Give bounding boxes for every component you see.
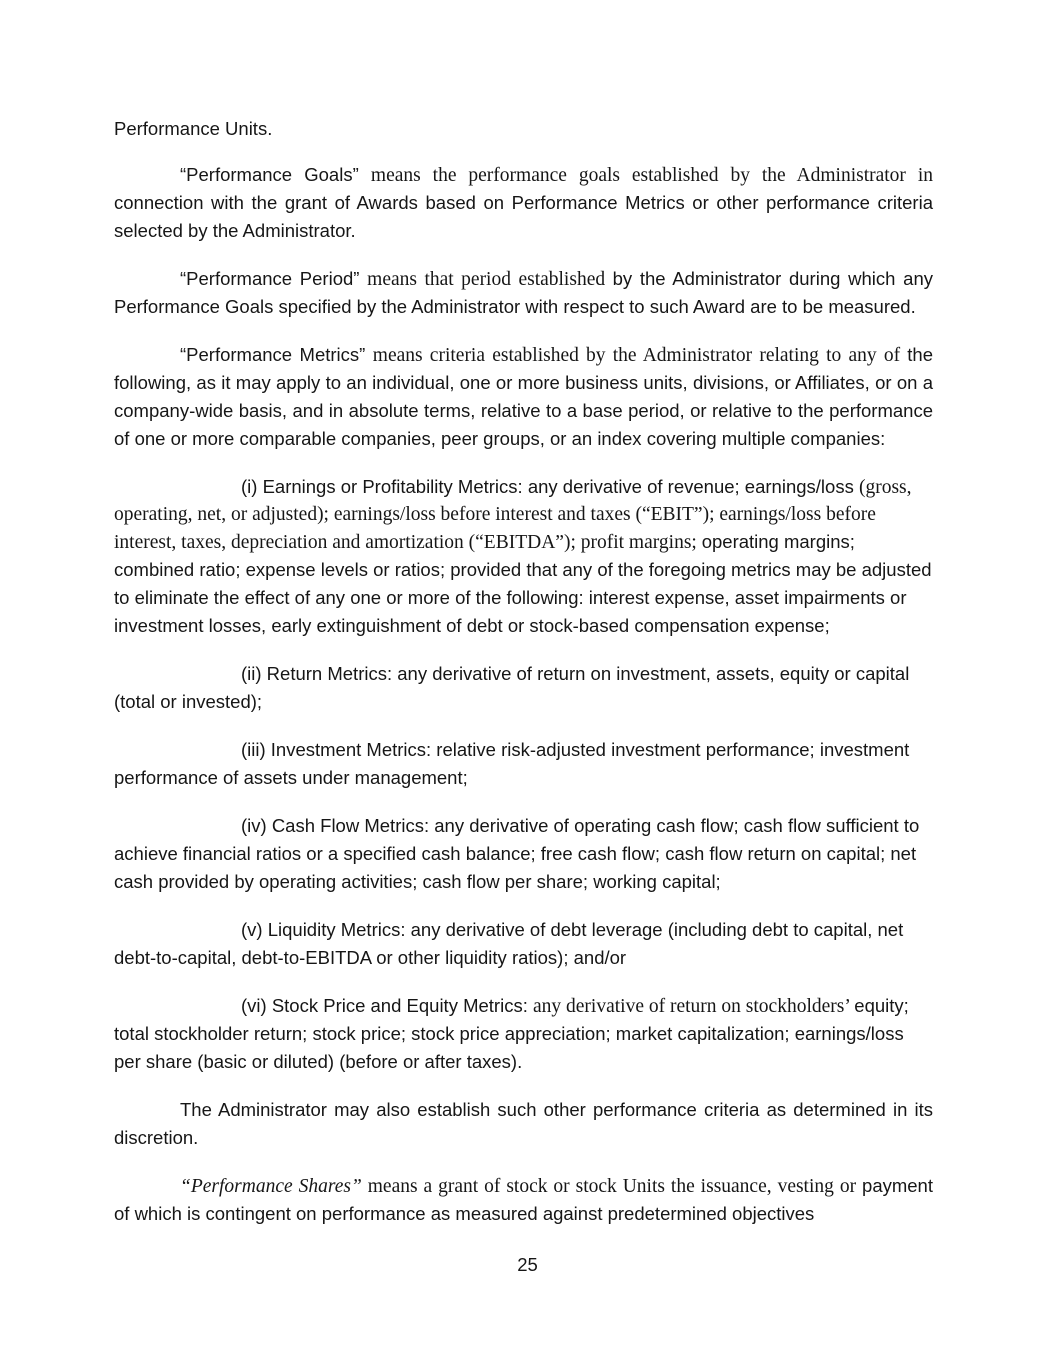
text-run: any derivative of return on stockholders’ (532, 996, 855, 1017)
text-run: (iv) Cash Flow Metrics: any derivative of operating cash flow; cash flow sufficient to achieve financial ratios or a specified cash balance; free cash flow; cash flow return on capital; net cash provided by operating activities; cash flow per share; working capital; (114, 815, 920, 892)
list-item-earnings-metrics (114, 474, 933, 641)
paragraph-performance-period (114, 266, 933, 322)
paragraph-performance-metrics (114, 342, 933, 454)
text-run: (iii) Investment Metrics: relative risk-adjusted investment performance; investment performance of assets under management; (114, 739, 910, 788)
paragraph-performance-units (114, 116, 933, 142)
text-run: means the performance goals established by the Administrator in (370, 165, 934, 186)
text-run: means that period established (367, 269, 613, 290)
paragraph-administrator-discretion (114, 1097, 933, 1153)
text-run: connection with the grant of Awards based on Performance Metrics or other performance criteria selected by the Administrator. (114, 192, 933, 241)
text-run: operating margins; combined ratio; expense levels or ratios; provided that any of the foregoing metrics may be adjusted to eliminate the effect of any one or more of the following: interest expense, asset impairments or investment losses, early extinguishment of debt or stock-based compensation expense; (114, 531, 932, 636)
text-run: payment of which is contingent on performance as measured against predetermined objectives (114, 1175, 933, 1224)
text-run: equity; total stockholder return; stock price; stock price appreciation; market capitalization; earnings/loss per share (basic or diluted) (before or after taxes). (114, 995, 909, 1072)
text-run: “Performance Shares” (180, 1176, 368, 1197)
text-run: the following, as it may apply to an individual, one or more business units, divisions, or Affiliates, or on a company-wide basis, and in absolute terms, relative to a base period, or relative to the performance of one or more comparable companies, peer groups, or an index covering multiple companies: (114, 344, 933, 449)
text-run: by the Administrator during which any Performance Goals specified by the Administrator with respect to such Award are to be measured. (114, 268, 933, 317)
text-run: (gross, operating, net, or adjusted); earnings/loss before interest and taxes (“EBIT”); earnings/loss before interest, taxes, depreciation and amortization (“EBITDA”); profit margins; (114, 477, 912, 553)
text-run: (ii) Return Metrics: any derivative of return on investment, assets, equity or capital (total or invested); (114, 663, 910, 712)
text-run: “Performance Metrics” (180, 344, 373, 365)
list-item-stock-price-equity-metrics (114, 993, 933, 1077)
text-run: means criteria established by the Administrator relating to any of (372, 345, 908, 366)
page-number: 25 (517, 1254, 538, 1275)
list-item-return-metrics (114, 661, 933, 717)
text-run: Performance Units. (114, 118, 273, 139)
list-item-cash-flow-metrics (114, 813, 933, 897)
text-run: (i) Earnings or Profitability Metrics: any derivative of revenue; earnings/loss (241, 476, 859, 497)
paragraph-performance-goals (114, 162, 933, 246)
text-run: means a grant of stock or stock Units the issuance, vesting or (367, 1176, 863, 1197)
text-run: (vi) Stock Price and Equity Metrics: (241, 995, 533, 1016)
text-run: The Administrator may also establish such other performance criteria as determined in its discretion. (114, 1099, 933, 1148)
paragraph-performance-shares (114, 1173, 933, 1229)
text-run: “Performance Period” (180, 268, 368, 289)
list-item-investment-metrics (114, 737, 933, 793)
list-item-liquidity-metrics (114, 917, 933, 973)
text-run: “Performance Goals” (180, 164, 371, 185)
text-run: (v) Liquidity Metrics: any derivative of debt leverage (including debt to capital, net debt-to-capital, debt-to-EBITDA or other liquidity ratios); and/or (114, 919, 904, 968)
